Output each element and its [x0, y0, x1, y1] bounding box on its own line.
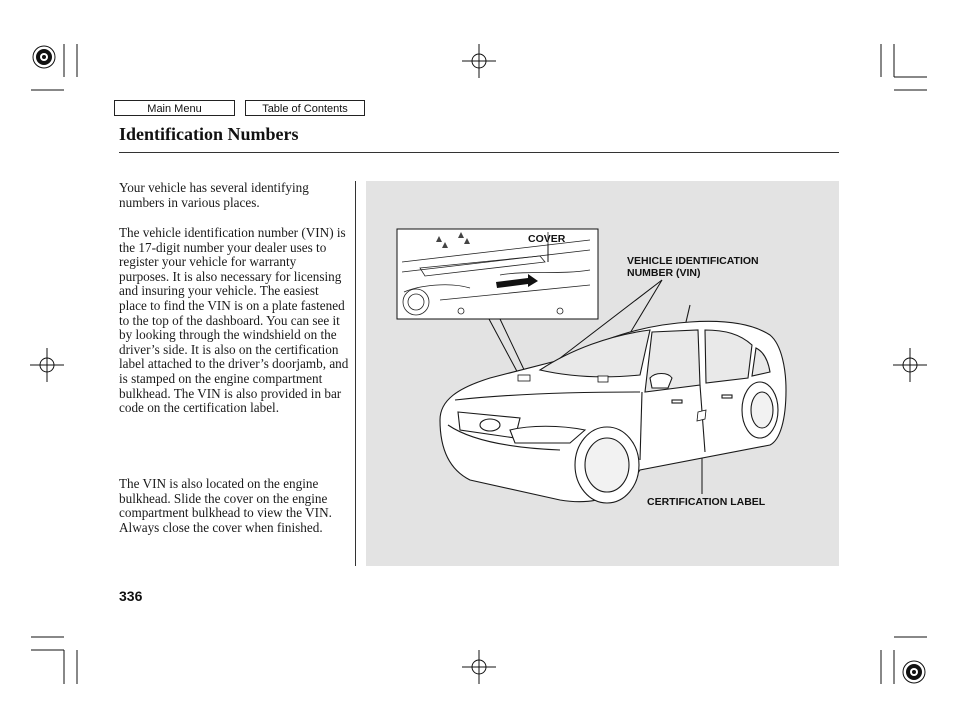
certification-label-label: CERTIFICATION LABEL	[647, 496, 766, 508]
vin-label-line2: NUMBER (VIN)	[627, 267, 701, 279]
page-title: Identification Numbers	[119, 124, 299, 144]
page-number: 336	[119, 588, 143, 604]
cover-label: COVER	[528, 233, 566, 245]
paragraph-bulkhead: The VIN is also located on the engine bulkhead. Slide the cover on the engine compartment bulkhead to view the VIN. Always close the cover when finished.	[119, 476, 332, 535]
paragraph-intro: Your vehicle has several identifying numbers in various places.	[119, 180, 309, 210]
vin-label-line1: VEHICLE IDENTIFICATION	[627, 255, 759, 267]
main-menu-button[interactable]: Main Menu	[114, 100, 235, 116]
inset-detail	[397, 229, 598, 319]
paragraph-vin: The vehicle identification number (VIN) is the 17-digit number your dealer uses to register your vehicle for warranty purposes. It is also necessary for licensing and insuring your vehicle. The easiest place to find the VIN is on a plate fastened to the top of the dashboard. You can see it by looking through the windshield on the driver’s side. It is also on the certification label attached to the driver’s doorjamb, and is stamped on the engine compartment bulkhead. The VIN is also provided in bar code on the certification label.	[119, 225, 349, 416]
table-of-contents-button[interactable]: Table of Contents	[245, 100, 365, 116]
